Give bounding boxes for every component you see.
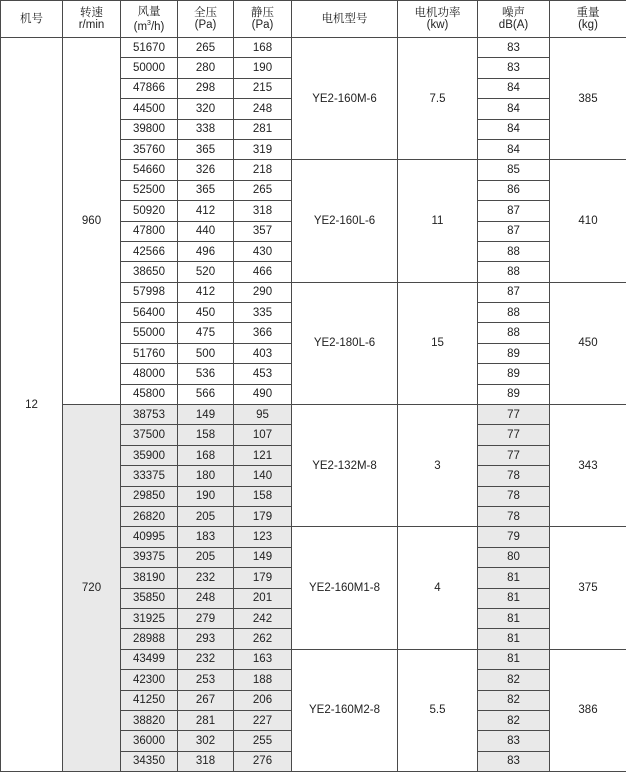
static-pressure-cell: 149 [234,547,292,567]
air-flow-cell: 38650 [121,262,178,282]
noise-cell: 81 [478,649,550,669]
noise-cell: 78 [478,466,550,486]
total-pressure-cell: 536 [178,364,234,384]
motor-power-cell: 4 [398,527,478,649]
noise-cell: 77 [478,425,550,445]
air-flow-cell: 38190 [121,568,178,588]
total-pressure-cell: 180 [178,466,234,486]
total-pressure-cell: 440 [178,221,234,241]
noise-cell: 83 [478,731,550,751]
machine-no-cell: 12 [1,38,63,772]
total-pressure-cell: 338 [178,119,234,139]
noise-cell: 87 [478,221,550,241]
total-pressure-cell: 205 [178,506,234,526]
air-flow-cell: 35760 [121,139,178,159]
noise-cell: 84 [478,139,550,159]
static-pressure-cell: 430 [234,241,292,261]
noise-cell: 81 [478,629,550,649]
weight-cell: 385 [550,38,626,160]
total-pressure-cell: 293 [178,629,234,649]
air-flow-cell: 38820 [121,710,178,730]
static-pressure-cell: 163 [234,649,292,669]
noise-cell: 83 [478,751,550,771]
motor-model-cell: YE2-180L-6 [292,282,398,404]
static-pressure-cell: 318 [234,201,292,221]
noise-cell: 85 [478,160,550,180]
total-pressure-cell: 281 [178,710,234,730]
noise-cell: 83 [478,38,550,58]
air-flow-cell: 26820 [121,506,178,526]
total-pressure-cell: 248 [178,588,234,608]
total-pressure-cell: 149 [178,405,234,425]
static-pressure-cell: 179 [234,506,292,526]
air-flow-cell: 33375 [121,466,178,486]
static-pressure-cell: 453 [234,364,292,384]
total-pressure-cell: 205 [178,547,234,567]
noise-cell: 88 [478,303,550,323]
header-motor-model: 电机型号 [292,1,398,38]
total-pressure-cell: 190 [178,486,234,506]
air-flow-cell: 54660 [121,160,178,180]
noise-cell: 78 [478,486,550,506]
motor-power-cell: 11 [398,160,478,282]
header-air-flow: 风量 $(m^3/h)$ [121,1,178,38]
noise-cell: 82 [478,690,550,710]
static-pressure-cell: 255 [234,731,292,751]
total-pressure-cell: 475 [178,323,234,343]
total-pressure-cell: 500 [178,343,234,363]
static-pressure-cell: 262 [234,629,292,649]
static-pressure-cell: 265 [234,180,292,200]
noise-cell: 84 [478,78,550,98]
air-flow-cell: 34350 [121,751,178,771]
header-noise: 噪声 dB(A) [478,1,550,38]
static-pressure-cell: 218 [234,160,292,180]
air-flow-cell: 51760 [121,343,178,363]
air-flow-cell: 42566 [121,241,178,261]
static-pressure-cell: 95 [234,405,292,425]
static-pressure-cell: 168 [234,38,292,58]
total-pressure-cell: 496 [178,241,234,261]
static-pressure-cell: 107 [234,425,292,445]
static-pressure-cell: 227 [234,710,292,730]
noise-cell: 80 [478,547,550,567]
total-pressure-cell: 412 [178,201,234,221]
air-flow-cell: 52500 [121,180,178,200]
total-pressure-cell: 566 [178,384,234,404]
motor-power-cell: 3 [398,405,478,527]
air-flow-cell: 50000 [121,58,178,78]
air-flow-cell: 38753 [121,405,178,425]
noise-cell: 82 [478,670,550,690]
noise-cell: 87 [478,282,550,302]
total-pressure-cell: 326 [178,160,234,180]
noise-cell: 84 [478,119,550,139]
total-pressure-cell: 158 [178,425,234,445]
air-flow-cell: 56400 [121,303,178,323]
static-pressure-cell: 403 [234,343,292,363]
header-row [1,1,626,38]
air-flow-cell: 37500 [121,425,178,445]
motor-power-cell: 15 [398,282,478,404]
static-pressure-cell: 466 [234,262,292,282]
static-pressure-cell: 290 [234,282,292,302]
header-speed: 转速 r/min [63,1,121,38]
static-pressure-cell: 190 [234,58,292,78]
static-pressure-cell: 201 [234,588,292,608]
motor-model-cell: YE2-160M-6 [292,38,398,160]
noise-cell: 87 [478,201,550,221]
static-pressure-cell: 179 [234,568,292,588]
noise-cell: 77 [478,445,550,465]
total-pressure-cell: 279 [178,608,234,628]
noise-cell: 81 [478,608,550,628]
air-flow-cell: 44500 [121,99,178,119]
table-row [1,38,626,58]
noise-cell: 82 [478,710,550,730]
table-body [1,38,626,772]
header-weight: 重量 (kg) [550,1,626,38]
motor-model-cell: YE2-160M2-8 [292,649,398,771]
total-pressure-cell: 302 [178,731,234,751]
air-flow-cell: 41250 [121,690,178,710]
air-flow-cell: 47800 [121,221,178,241]
weight-cell: 386 [550,649,626,771]
static-pressure-cell: 319 [234,139,292,159]
air-flow-cell: 48000 [121,364,178,384]
noise-cell: 81 [478,568,550,588]
air-flow-cell: 35900 [121,445,178,465]
air-flow-cell: 28988 [121,629,178,649]
air-flow-cell: 31925 [121,608,178,628]
weight-cell: 410 [550,160,626,282]
air-flow-cell: 39375 [121,547,178,567]
air-flow-cell: 47866 [121,78,178,98]
table-row [1,405,626,425]
total-pressure-cell: 365 [178,139,234,159]
air-flow-cell: 36000 [121,731,178,751]
static-pressure-cell: 242 [234,608,292,628]
air-flow-cell: 51670 [121,38,178,58]
noise-cell: 77 [478,405,550,425]
static-pressure-cell: 215 [234,78,292,98]
noise-cell: 84 [478,99,550,119]
air-flow-cell: 35850 [121,588,178,608]
total-pressure-cell: 280 [178,58,234,78]
header-motor-power: 电机功率 (kw) [398,1,478,38]
motor-model-cell: YE2-160M1-8 [292,527,398,649]
noise-cell: 81 [478,588,550,608]
total-pressure-cell: 183 [178,527,234,547]
total-pressure-cell: 267 [178,690,234,710]
total-pressure-cell: 232 [178,568,234,588]
air-flow-cell: 29850 [121,486,178,506]
noise-cell: 88 [478,262,550,282]
air-flow-cell: 50920 [121,201,178,221]
total-pressure-cell: 232 [178,649,234,669]
air-flow-cell: 43499 [121,649,178,669]
static-pressure-cell: 248 [234,99,292,119]
weight-cell: 450 [550,282,626,404]
total-pressure-cell: 265 [178,38,234,58]
total-pressure-cell: 298 [178,78,234,98]
total-pressure-cell: 365 [178,180,234,200]
static-pressure-cell: 366 [234,323,292,343]
static-pressure-cell: 206 [234,690,292,710]
total-pressure-cell: 520 [178,262,234,282]
static-pressure-cell: 188 [234,670,292,690]
static-pressure-cell: 490 [234,384,292,404]
static-pressure-cell: 357 [234,221,292,241]
noise-cell: 89 [478,343,550,363]
motor-model-cell: YE2-132M-8 [292,405,398,527]
motor-power-cell: 5.5 [398,649,478,771]
static-pressure-cell: 335 [234,303,292,323]
noise-cell: 86 [478,180,550,200]
weight-cell: 343 [550,405,626,527]
noise-cell: 89 [478,384,550,404]
motor-model-cell: YE2-160L-6 [292,160,398,282]
header-total-pressure: 全压 (Pa) [178,1,234,38]
static-pressure-cell: 121 [234,445,292,465]
total-pressure-cell: 320 [178,99,234,119]
air-flow-cell: 42300 [121,670,178,690]
noise-cell: 83 [478,58,550,78]
static-pressure-cell: 123 [234,527,292,547]
speed-cell: 720 [63,405,121,772]
header-static-pressure: 静压 (Pa) [234,1,292,38]
air-flow-cell: 55000 [121,323,178,343]
noise-cell: 88 [478,241,550,261]
air-flow-cell: 57998 [121,282,178,302]
weight-cell: 375 [550,527,626,649]
speed-cell: 960 [63,38,121,405]
total-pressure-cell: 412 [178,282,234,302]
total-pressure-cell: 318 [178,751,234,771]
noise-cell: 78 [478,506,550,526]
air-flow-cell: 39800 [121,119,178,139]
air-flow-cell: 45800 [121,384,178,404]
static-pressure-cell: 140 [234,466,292,486]
noise-cell: 89 [478,364,550,384]
header-machine-no: 机号 [1,1,63,38]
air-flow-cell: 40995 [121,527,178,547]
total-pressure-cell: 168 [178,445,234,465]
noise-cell: 79 [478,527,550,547]
static-pressure-cell: 158 [234,486,292,506]
static-pressure-cell: 276 [234,751,292,771]
static-pressure-cell: 281 [234,119,292,139]
motor-power-cell: 7.5 [398,38,478,160]
noise-cell: 88 [478,323,550,343]
total-pressure-cell: 253 [178,670,234,690]
total-pressure-cell: 450 [178,303,234,323]
